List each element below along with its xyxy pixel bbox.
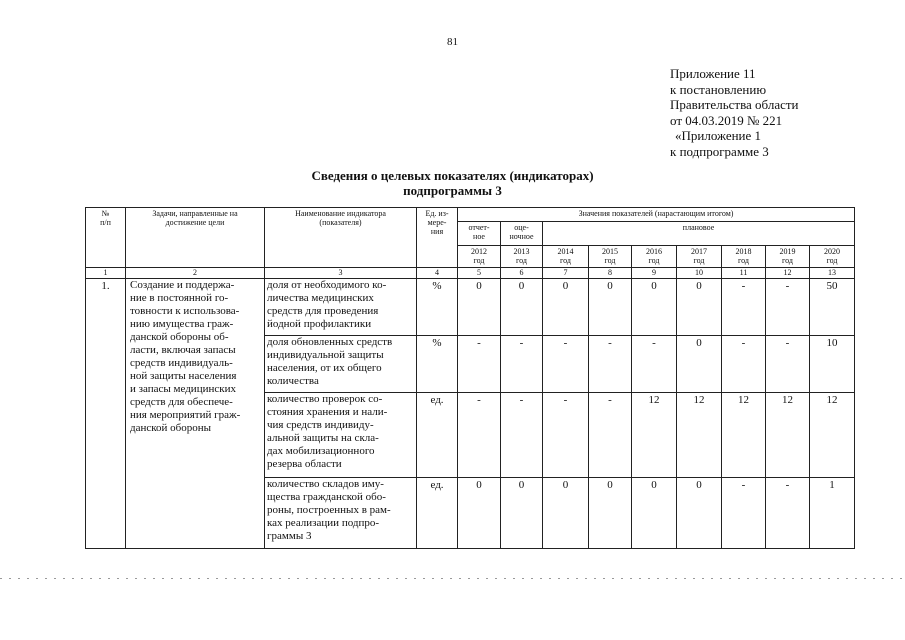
column-number: 13 (810, 268, 855, 279)
header-year: 2014 год (543, 246, 589, 268)
value-cell: 0 (458, 279, 501, 336)
value-cell: 0 (677, 279, 722, 336)
column-number: 4 (417, 268, 458, 279)
column-number: 10 (677, 268, 722, 279)
indicator-cell: доля от необходимого ко- личества медицинских средств для проведения йодной профилактики (265, 279, 417, 336)
header-row (86, 208, 855, 222)
value-cell: - (589, 336, 632, 393)
value-cell: 0 (677, 336, 722, 393)
header-estimated: оце- ночное (501, 222, 543, 246)
appendix-caption (670, 66, 799, 159)
unit-cell: % (417, 279, 458, 336)
value-cell: 12 (766, 393, 810, 478)
value-cell: - (501, 393, 543, 478)
value-cell: 0 (589, 478, 632, 549)
value-cell: - (766, 336, 810, 393)
header-year: 2018 год (722, 246, 766, 268)
value-cell: - (632, 336, 677, 393)
column-number: 11 (722, 268, 766, 279)
page-number: 81 (447, 36, 458, 48)
indicator-cell: количество проверок со- стояния хранения и нали- чия средств индивиду- альной защиты на скла- дах мобилизационного резерва области (265, 393, 417, 478)
value-cell: 50 (810, 279, 855, 336)
value-cell: 12 (677, 393, 722, 478)
unit-cell: ед. (417, 478, 458, 549)
title-line: Сведения о целевых показателях (индикаторах) (311, 168, 594, 183)
appendix-line: Правительства области (670, 97, 799, 112)
value-cell: - (722, 478, 766, 549)
value-cell: 0 (501, 279, 543, 336)
value-cell: 0 (589, 279, 632, 336)
indicator-cell: доля обновленных средств индивидуальной защиты населения, от их общего количества (265, 336, 417, 393)
value-cell: - (722, 279, 766, 336)
appendix-line: к подпрограмме 3 (670, 143, 769, 159)
column-number: 7 (543, 268, 589, 279)
value-cell: 0 (543, 279, 589, 336)
unit-cell: ед. (417, 393, 458, 478)
column-number: 9 (632, 268, 677, 279)
value-cell: 10 (810, 336, 855, 393)
page-edge-divider (0, 578, 905, 579)
indicators-table (85, 207, 855, 549)
value-cell: - (458, 393, 501, 478)
value-cell: - (766, 478, 810, 549)
value-cell: - (543, 336, 589, 393)
value-cell: - (589, 393, 632, 478)
value-cell: - (501, 336, 543, 393)
column-number: 12 (766, 268, 810, 279)
column-number: 1 (86, 268, 126, 279)
header-year: 2015 год (589, 246, 632, 268)
header-unit: Ед. из- мере- ния (417, 208, 458, 268)
header-values-group: Значения показателей (нарастающим итогом) (458, 208, 855, 222)
header-planned: плановое (543, 222, 855, 246)
column-number: 8 (589, 268, 632, 279)
appendix-line: «Приложение 1 (675, 128, 762, 143)
unit-cell: % (417, 336, 458, 393)
value-cell: 0 (632, 478, 677, 549)
header-year: 2017 год (677, 246, 722, 268)
indicator-cell: количество складов иму- щества гражданской обо- роны, построенных в рам- ках реализации подпро- граммы 3 (265, 478, 417, 549)
value-cell: 0 (501, 478, 543, 549)
header-indicator: Наименование индикатора (показателя) (265, 208, 417, 268)
header-num: № п/п (86, 208, 126, 268)
table-row (86, 279, 855, 336)
header-year: 2016 год (632, 246, 677, 268)
value-cell: 0 (458, 478, 501, 549)
header-year: 2012 год (458, 246, 501, 268)
value-cell: 12 (810, 393, 855, 478)
value-cell: 12 (722, 393, 766, 478)
header-task: Задачи, направленные на достижение цели (126, 208, 265, 268)
column-number: 2 (126, 268, 265, 279)
appendix-line: к постановлению (670, 81, 767, 97)
column-numbers-row (86, 268, 855, 279)
value-cell: - (458, 336, 501, 393)
value-cell: 0 (632, 279, 677, 336)
value-cell: - (543, 393, 589, 478)
column-number: 5 (458, 268, 501, 279)
document-title (0, 168, 905, 198)
appendix-line: Приложение 11 (670, 66, 756, 81)
value-cell: 0 (543, 478, 589, 549)
value-cell: - (766, 279, 810, 336)
column-number: 3 (265, 268, 417, 279)
value-cell: 0 (677, 478, 722, 549)
value-cell: 1 (810, 478, 855, 549)
header-reported: отчет- ное (458, 222, 501, 246)
header-year: 2013 год (501, 246, 543, 268)
header-year: 2020 год (810, 246, 855, 268)
row-number: 1. (86, 279, 126, 549)
value-cell: - (722, 336, 766, 393)
header-year: 2019 год (766, 246, 810, 268)
appendix-line: от 04.03.2019 № 221 (670, 112, 783, 128)
title-line: подпрограммы 3 (403, 183, 502, 198)
column-number: 6 (501, 268, 543, 279)
task-cell: Создание и поддержа- ние в постоянной го- товности к использова- нию имущества граж- данской обороны об- ласти, включая запасы средств индивидуаль- ной защиты населения и запасы медицинских средств для обеспече- ния мероприятий граж- данской обороны (126, 279, 265, 549)
value-cell: 12 (632, 393, 677, 478)
